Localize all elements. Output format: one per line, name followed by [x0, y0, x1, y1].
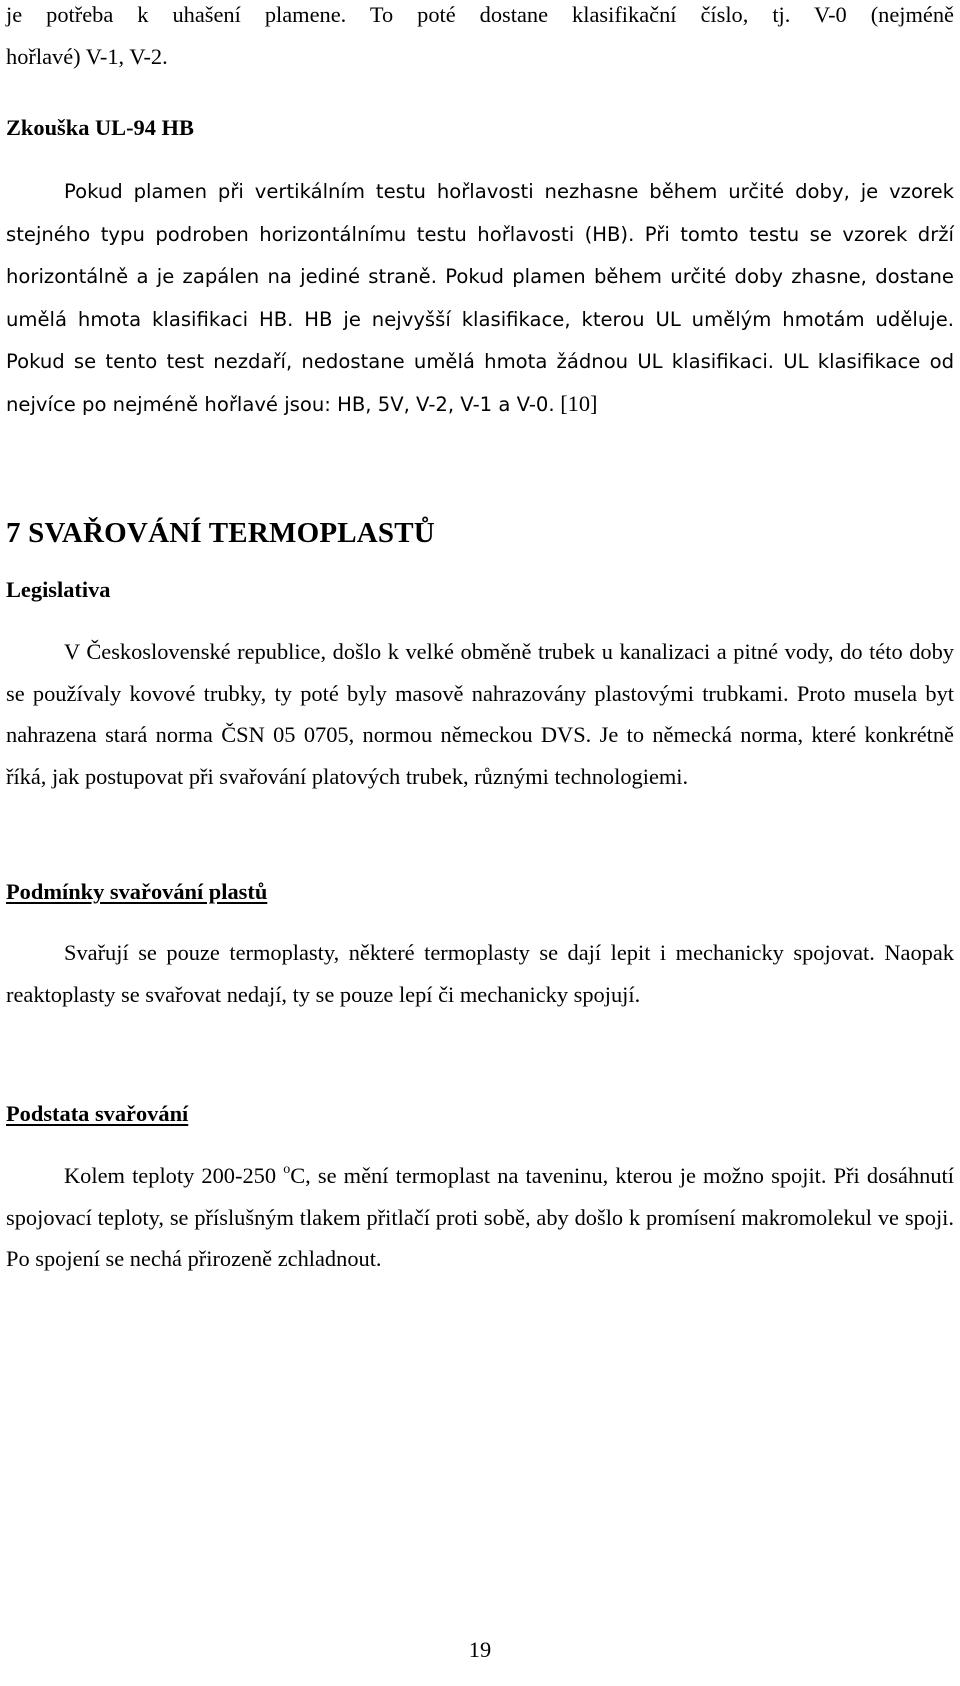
hb-sentence-2: Při tomto testu se vzorek drží horizontálně a je zapálen na jediné straně.	[6, 222, 954, 288]
degree-superscript: o	[283, 1162, 291, 1177]
hb-sentence-6: UL klasifikace od nejvíce po nejméně hořlavé jsou: HB, 5V, V-2, V-1 a V-0.	[6, 350, 955, 416]
welding-essence-paragraph	[6, 1155, 954, 1280]
chapter-title: 7 SVAŘOVÁNÍ TERMOPLASTŮ	[6, 517, 435, 549]
legislation-heading: Legislativa	[6, 577, 111, 602]
hb-sentence-4: HB je nejvyšší klasifikace, kterou UL umělým hmotám uděluje.	[293, 307, 954, 331]
hb-test-heading: Zkouška UL-94 HB	[6, 115, 194, 140]
intro-line-1: je potřeba k uhašení plamene. To poté dostane klasifikační číslo, tj. V-0 (nejméně	[6, 2, 954, 27]
intro-paragraph	[6, 0, 954, 77]
hb-sentence-1: Pokud plamen při vertikálním testu hořlavosti nezhasne během určité doby, je vzorek stejného typu podroben horizontálnímu testu hořlavosti (HB).	[6, 180, 954, 246]
welding-conditions-paragraph: Svařují se pouze termoplasty, některé termoplasty se dají lepit i mechanicky spojovat. Naopak reaktoplasty se svařovat nedají, ty se pouze lepí či mechanicky spojují.	[6, 940, 954, 1007]
hb-test-paragraph	[6, 170, 954, 425]
intro-line-2: hořlavé) V-1, V-2.	[6, 43, 168, 69]
welding-conditions-heading: Podmínky svařování plastů	[6, 879, 268, 904]
hb-reference: [10]	[554, 390, 598, 416]
legislation-paragraph: V Československé republice, došlo k velké obměně trubek u kanalizaci a pitné vody, do této doby se používaly kovové trubky, ty poté byly masově nahrazovány plastovými trubkami. Proto musela byt nahrazena stará norma ČSN 05 0705, normou německou DVS. Je to německá norma, které konkrétně říká, jak postupovat při svařování platových trubek, různými technologiemi.	[6, 639, 954, 789]
welding-essence-text-after: C, se mění termoplast na taveninu, kterou je možno spojit. Při dosáhnutí spojovací teploty, se příslušným tlakem přitlačí proti sobě, aby došlo k promísení makromolekul ve spoji. Po spojení se nechá přirozeně zchladnout.	[6, 1163, 954, 1271]
welding-essence-heading: Podstata svařování	[6, 1101, 189, 1126]
page-number: 19	[468, 1637, 492, 1662]
hb-sentence-3: Pokud plamen během určité doby zhasne, dostane umělá hmota klasifikaci HB.	[6, 265, 954, 331]
hb-sentence-5: Pokud se tento test nezdaří, nedostane umělá hmota žádnou UL klasifikaci.	[6, 350, 775, 373]
welding-essence-text-before: Kolem teploty 200-250	[64, 1163, 284, 1188]
